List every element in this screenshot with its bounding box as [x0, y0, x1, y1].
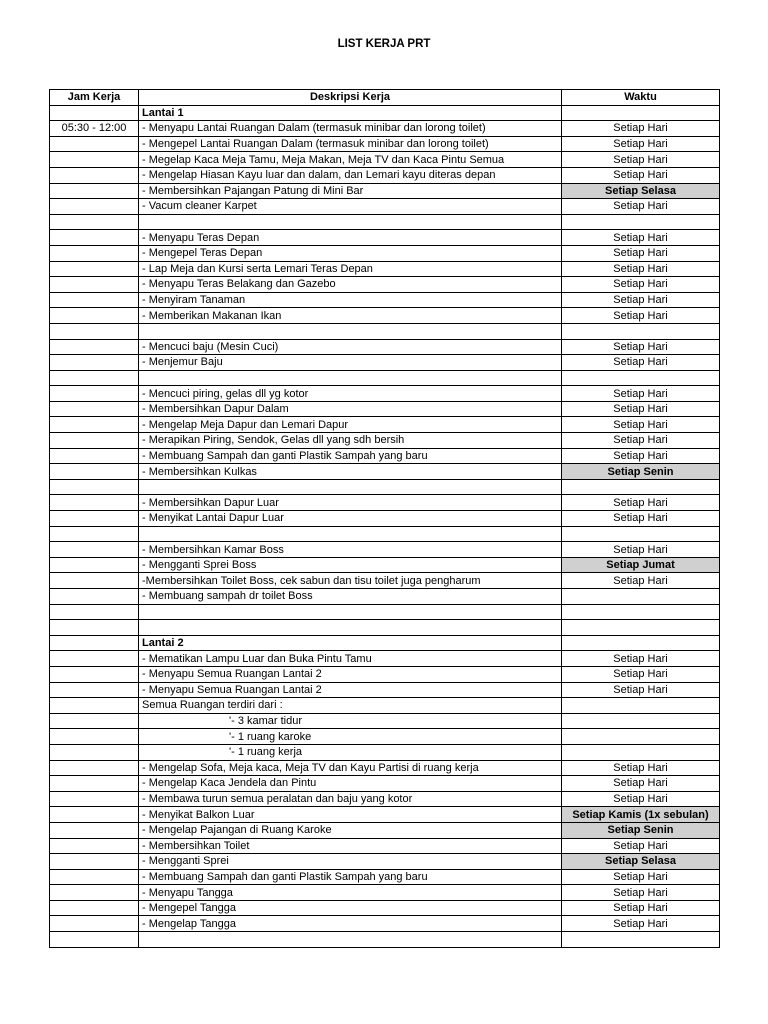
- table-row: [50, 885, 720, 901]
- table-row: [50, 776, 720, 792]
- cell-deskripsi: - Menyapu Lantai Ruangan Dalam (termasuk minibar dan lorong toilet): [139, 121, 562, 137]
- table-row: [50, 542, 720, 558]
- cell-jam-kerja: [50, 744, 139, 760]
- section-heading: Lantai 2: [139, 635, 562, 651]
- cell-jam-kerja: [50, 869, 139, 885]
- table-row: [50, 152, 720, 168]
- cell-deskripsi: - Megelap Kaca Meja Tamu, Meja Makan, Meja TV dan Kaca Pintu Semua: [139, 152, 562, 168]
- cell-jam-kerja: [50, 370, 139, 386]
- cell-jam-kerja: [50, 292, 139, 308]
- header-row: [50, 90, 720, 106]
- cell-deskripsi: - Merapikan Piring, Sendok, Gelas dll yang sdh bersih: [139, 433, 562, 449]
- table-row: [50, 651, 720, 667]
- cell-waktu-highlight: Setiap Selasa: [562, 854, 720, 870]
- cell-waktu: [562, 479, 720, 495]
- cell-waktu: [562, 729, 720, 745]
- table-row: [50, 807, 720, 823]
- cell-jam-kerja: [50, 308, 139, 324]
- cell-jam-kerja: [50, 230, 139, 246]
- cell-deskripsi: - Memberikan Makanan Ikan: [139, 308, 562, 324]
- cell-deskripsi: - Menyapu Tangga: [139, 885, 562, 901]
- cell-jam-kerja: [50, 495, 139, 511]
- table-row: [50, 760, 720, 776]
- cell-waktu: Setiap Hari: [562, 542, 720, 558]
- cell-waktu: Setiap Hari: [562, 152, 720, 168]
- cell-waktu: Setiap Hari: [562, 401, 720, 417]
- cell-deskripsi: '- 1 ruang kerja: [139, 744, 562, 760]
- cell-waktu: Setiap Hari: [562, 573, 720, 589]
- cell-waktu: Setiap Hari: [562, 386, 720, 402]
- table-row: [50, 589, 720, 605]
- cell-deskripsi: [139, 479, 562, 495]
- cell-jam-kerja: [50, 417, 139, 433]
- cell-jam-kerja: [50, 604, 139, 620]
- cell-deskripsi: - Membersihkan Kamar Boss: [139, 542, 562, 558]
- cell-deskripsi: - Menyapu Teras Depan: [139, 230, 562, 246]
- cell-jam-kerja: [50, 791, 139, 807]
- cell-deskripsi: - Mengelap Tangga: [139, 916, 562, 932]
- table-row: [50, 214, 720, 230]
- table-row: [50, 464, 720, 480]
- cell-deskripsi: [139, 932, 562, 948]
- cell-waktu: Setiap Hari: [562, 760, 720, 776]
- cell-jam-kerja: [50, 651, 139, 667]
- cell-waktu: [562, 744, 720, 760]
- cell-waktu: [562, 604, 720, 620]
- table-row: [50, 323, 720, 339]
- cell-waktu: Setiap Hari: [562, 885, 720, 901]
- cell-deskripsi: - Mengepel Teras Depan: [139, 245, 562, 261]
- cell-deskripsi: - Membersihkan Dapur Luar: [139, 495, 562, 511]
- cell-deskripsi: - Menyikat Balkon Luar: [139, 807, 562, 823]
- cell-jam-kerja: [50, 838, 139, 854]
- table-row: [50, 339, 720, 355]
- cell-waktu: Setiap Hari: [562, 776, 720, 792]
- cell-deskripsi: - Membersihkan Pajangan Patung di Mini Bar: [139, 183, 562, 199]
- cell-jam-kerja: 05:30 - 12:00: [50, 121, 139, 137]
- table-row: [50, 277, 720, 293]
- cell-jam-kerja: [50, 666, 139, 682]
- cell-waktu: [562, 323, 720, 339]
- table-row: [50, 573, 720, 589]
- cell-deskripsi: - Mengganti Sprei Boss: [139, 557, 562, 573]
- task-table: [49, 89, 720, 948]
- cell-waktu: Setiap Hari: [562, 448, 720, 464]
- header-jam-kerja: Jam Kerja: [50, 90, 139, 106]
- cell-jam-kerja: [50, 339, 139, 355]
- cell-waktu: [562, 713, 720, 729]
- cell-jam-kerja: [50, 199, 139, 215]
- cell-waktu-highlight: Setiap Jumat: [562, 557, 720, 573]
- cell-waktu: [562, 370, 720, 386]
- table-row: [50, 355, 720, 371]
- cell-jam-kerja: [50, 854, 139, 870]
- cell-waktu: Setiap Hari: [562, 136, 720, 152]
- cell-waktu: Setiap Hari: [562, 666, 720, 682]
- cell-jam-kerja: [50, 245, 139, 261]
- cell-jam-kerja: [50, 355, 139, 371]
- cell-deskripsi: - Menyapu Semua Ruangan Lantai 2: [139, 682, 562, 698]
- cell-waktu-highlight: Setiap Selasa: [562, 183, 720, 199]
- cell-jam-kerja: [50, 277, 139, 293]
- cell-deskripsi: - Mengelap Kaca Jendela dan Pintu: [139, 776, 562, 792]
- cell-waktu: Setiap Hari: [562, 355, 720, 371]
- cell-deskripsi: - Mematikan Lampu Luar dan Buka Pintu Tamu: [139, 651, 562, 667]
- table-row: [50, 682, 720, 698]
- table-row: [50, 136, 720, 152]
- cell-waktu: Setiap Hari: [562, 339, 720, 355]
- cell-waktu: [562, 214, 720, 230]
- table-row: [50, 183, 720, 199]
- cell-deskripsi: - Mengepel Tangga: [139, 900, 562, 916]
- table-row: [50, 604, 720, 620]
- cell-deskripsi: [139, 370, 562, 386]
- cell-deskripsi: - Menyapu Teras Belakang dan Gazebo: [139, 277, 562, 293]
- cell-waktu: [562, 620, 720, 636]
- table-row: [50, 261, 720, 277]
- cell-waktu: [562, 698, 720, 714]
- cell-jam-kerja: [50, 729, 139, 745]
- cell-deskripsi: - Menyapu Semua Ruangan Lantai 2: [139, 666, 562, 682]
- cell-deskripsi: Semua Ruangan terdiri dari :: [139, 698, 562, 714]
- table-row: [50, 900, 720, 916]
- cell-jam-kerja: [50, 900, 139, 916]
- cell-deskripsi: - Membuang Sampah dan ganti Plastik Sampah yang baru: [139, 448, 562, 464]
- cell-jam-kerja: [50, 557, 139, 573]
- header-waktu: Waktu: [562, 90, 720, 106]
- cell-jam-kerja: [50, 776, 139, 792]
- cell-deskripsi: [139, 323, 562, 339]
- cell-deskripsi: - Menyiram Tanaman: [139, 292, 562, 308]
- table-row: [50, 526, 720, 542]
- cell-deskripsi: - Mengelap Hiasan Kayu luar dan dalam, dan Lemari kayu diteras depan: [139, 167, 562, 183]
- table-row: [50, 433, 720, 449]
- table-row: [50, 666, 720, 682]
- cell-jam-kerja: [50, 682, 139, 698]
- cell-waktu: Setiap Hari: [562, 167, 720, 183]
- table-row: [50, 386, 720, 402]
- cell-jam-kerja: [50, 479, 139, 495]
- cell-deskripsi: [139, 214, 562, 230]
- table-row: [50, 854, 720, 870]
- cell-jam-kerja: [50, 526, 139, 542]
- cell-deskripsi: - Mengelap Sofa, Meja kaca, Meja TV dan Kayu Partisi di ruang kerja: [139, 760, 562, 776]
- cell-jam-kerja: [50, 386, 139, 402]
- cell-jam-kerja: [50, 542, 139, 558]
- table-row: [50, 370, 720, 386]
- cell-deskripsi: - Membawa turun semua peralatan dan baju yang kotor: [139, 791, 562, 807]
- page-title: LIST KERJA PRT: [337, 38, 431, 50]
- cell-waktu: Setiap Hari: [562, 308, 720, 324]
- cell-jam-kerja: [50, 152, 139, 168]
- cell-waktu: Setiap Hari: [562, 682, 720, 698]
- table-row: [50, 448, 720, 464]
- cell-jam-kerja: [50, 635, 139, 651]
- cell-deskripsi: - Membuang Sampah dan ganti Plastik Sampah yang baru: [139, 869, 562, 885]
- cell-waktu-highlight: Setiap Kamis (1x sebulan): [562, 807, 720, 823]
- header-deskripsi-kerja: Deskripsi Kerja: [139, 90, 562, 106]
- cell-deskripsi: '- 3 kamar tidur: [139, 713, 562, 729]
- cell-deskripsi: -Membersihkan Toilet Boss, cek sabun dan tisu toilet juga pengharum: [139, 573, 562, 589]
- cell-deskripsi: [139, 620, 562, 636]
- table-row: [50, 245, 720, 261]
- cell-deskripsi: - Mengelap Meja Dapur dan Lemari Dapur: [139, 417, 562, 433]
- table-row: [50, 635, 720, 651]
- cell-deskripsi: - Vacum cleaner Karpet: [139, 199, 562, 215]
- cell-deskripsi: - Membuang sampah dr toilet Boss: [139, 589, 562, 605]
- cell-jam-kerja: [50, 214, 139, 230]
- table-row: [50, 729, 720, 745]
- cell-jam-kerja: [50, 261, 139, 277]
- cell-deskripsi: [139, 604, 562, 620]
- cell-jam-kerja: [50, 713, 139, 729]
- cell-waktu: Setiap Hari: [562, 245, 720, 261]
- cell-deskripsi: - Mengepel Lantai Ruangan Dalam (termasuk minibar dan lorong toilet): [139, 136, 562, 152]
- cell-waktu: Setiap Hari: [562, 277, 720, 293]
- cell-waktu: Setiap Hari: [562, 900, 720, 916]
- cell-waktu: Setiap Hari: [562, 511, 720, 527]
- table-row: [50, 121, 720, 137]
- cell-jam-kerja: [50, 136, 139, 152]
- cell-waktu: Setiap Hari: [562, 261, 720, 277]
- table-row: [50, 744, 720, 760]
- cell-jam-kerja: [50, 807, 139, 823]
- cell-waktu: Setiap Hari: [562, 292, 720, 308]
- cell-jam-kerja: [50, 167, 139, 183]
- table-row: [50, 292, 720, 308]
- cell-deskripsi: - Mengganti Sprei: [139, 854, 562, 870]
- table-row: [50, 822, 720, 838]
- cell-jam-kerja: [50, 401, 139, 417]
- cell-jam-kerja: [50, 760, 139, 776]
- cell-deskripsi: '- 1 ruang karoke: [139, 729, 562, 745]
- table-row: [50, 713, 720, 729]
- cell-waktu: Setiap Hari: [562, 869, 720, 885]
- cell-jam-kerja: [50, 323, 139, 339]
- cell-waktu: Setiap Hari: [562, 495, 720, 511]
- cell-waktu: Setiap Hari: [562, 916, 720, 932]
- cell-waktu-highlight: Setiap Senin: [562, 464, 720, 480]
- table-row: [50, 199, 720, 215]
- table-row: [50, 557, 720, 573]
- table-row: [50, 791, 720, 807]
- table-row: [50, 308, 720, 324]
- table-row: [50, 495, 720, 511]
- table-row: [50, 479, 720, 495]
- cell-deskripsi: [139, 526, 562, 542]
- cell-waktu: Setiap Hari: [562, 199, 720, 215]
- cell-deskripsi: - Mencuci baju (Mesin Cuci): [139, 339, 562, 355]
- cell-waktu: [562, 105, 720, 121]
- cell-waktu: [562, 589, 720, 605]
- cell-waktu: Setiap Hari: [562, 417, 720, 433]
- cell-jam-kerja: [50, 932, 139, 948]
- table-row: [50, 401, 720, 417]
- cell-jam-kerja: [50, 511, 139, 527]
- cell-jam-kerja: [50, 589, 139, 605]
- cell-jam-kerja: [50, 822, 139, 838]
- cell-deskripsi: - Membersihkan Dapur Dalam: [139, 401, 562, 417]
- cell-deskripsi: - Membersihkan Toilet: [139, 838, 562, 854]
- cell-waktu: Setiap Hari: [562, 230, 720, 246]
- table-row: [50, 932, 720, 948]
- cell-deskripsi: - Menyikat Lantai Dapur Luar: [139, 511, 562, 527]
- table-row: [50, 838, 720, 854]
- table-row: [50, 167, 720, 183]
- cell-deskripsi: - Menjemur Baju: [139, 355, 562, 371]
- cell-deskripsi: - Mencuci piring, gelas dll yg kotor: [139, 386, 562, 402]
- cell-jam-kerja: [50, 105, 139, 121]
- cell-jam-kerja: [50, 183, 139, 199]
- cell-waktu: [562, 635, 720, 651]
- cell-deskripsi: - Membersihkan Kulkas: [139, 464, 562, 480]
- cell-jam-kerja: [50, 573, 139, 589]
- table-row: [50, 620, 720, 636]
- cell-waktu: Setiap Hari: [562, 121, 720, 137]
- cell-jam-kerja: [50, 433, 139, 449]
- cell-waktu: Setiap Hari: [562, 791, 720, 807]
- table-row: [50, 417, 720, 433]
- table-row: [50, 105, 720, 121]
- cell-waktu: Setiap Hari: [562, 651, 720, 667]
- cell-waktu: [562, 526, 720, 542]
- cell-jam-kerja: [50, 698, 139, 714]
- table-row: [50, 230, 720, 246]
- section-heading: Lantai 1: [139, 105, 562, 121]
- task-rows: [50, 105, 720, 947]
- table-row: [50, 698, 720, 714]
- cell-deskripsi: - Lap Meja dan Kursi serta Lemari Teras Depan: [139, 261, 562, 277]
- table-row: [50, 869, 720, 885]
- cell-waktu: [562, 932, 720, 948]
- cell-jam-kerja: [50, 916, 139, 932]
- cell-waktu: Setiap Hari: [562, 838, 720, 854]
- cell-waktu: Setiap Hari: [562, 433, 720, 449]
- table-row: [50, 916, 720, 932]
- table-row: [50, 511, 720, 527]
- cell-deskripsi: - Mengelap Pajangan di Ruang Karoke: [139, 822, 562, 838]
- cell-jam-kerja: [50, 620, 139, 636]
- cell-jam-kerja: [50, 464, 139, 480]
- cell-jam-kerja: [50, 885, 139, 901]
- cell-jam-kerja: [50, 448, 139, 464]
- cell-waktu-highlight: Setiap Senin: [562, 822, 720, 838]
